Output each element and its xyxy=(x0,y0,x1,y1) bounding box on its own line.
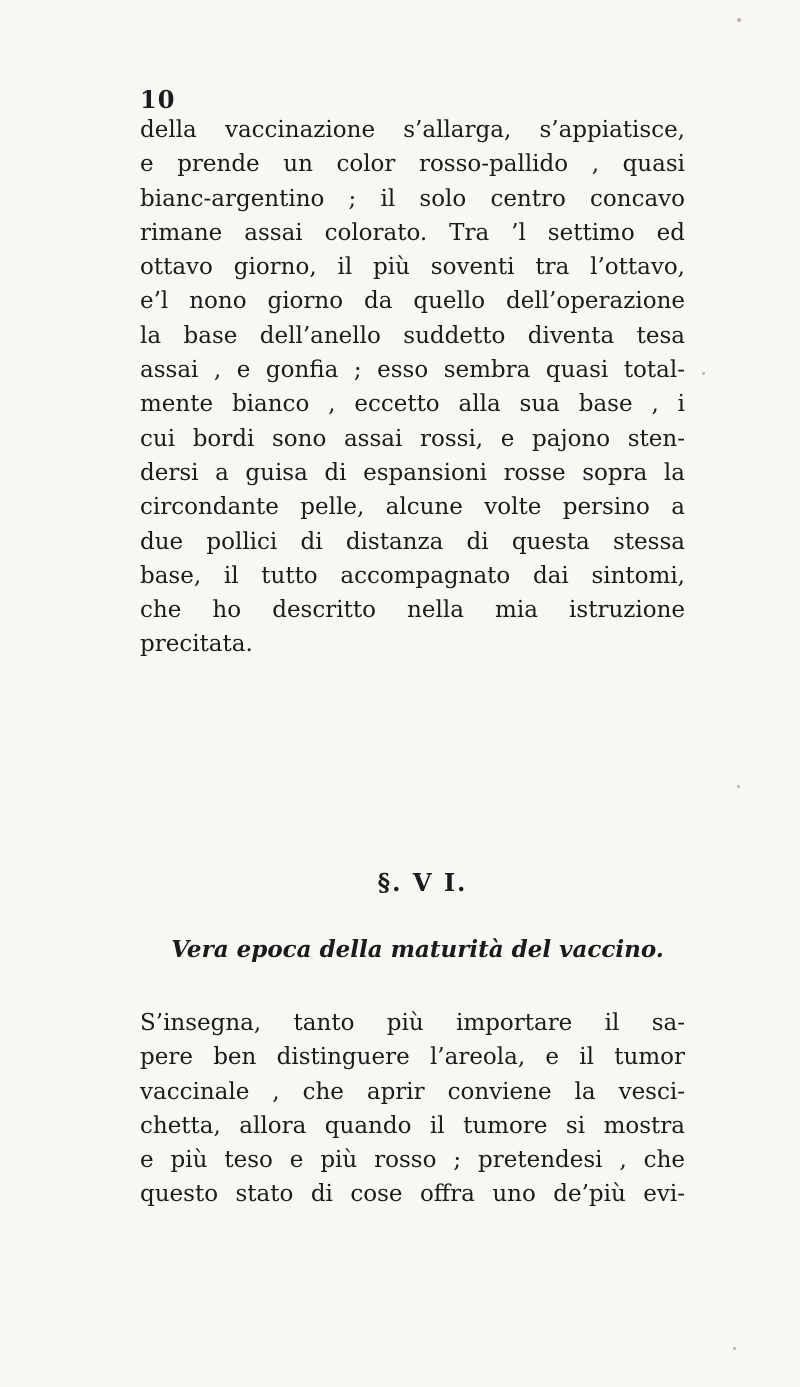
text-line: pere ben distinguere l’areola, e il tumor xyxy=(140,1044,685,1071)
text-line: circondante pelle, alcune volte persino a xyxy=(140,494,685,521)
text-line: bianc-argentino ; il solo centro concavo xyxy=(140,185,685,212)
text-line: rimane assai colorato. Tra ’l settimo ed xyxy=(140,219,685,246)
text-line: e’l nono giorno da quello dell’operazione xyxy=(140,288,685,315)
paper-speck xyxy=(733,1347,736,1350)
section-title: Vera epoca della maturità del vaccino. xyxy=(171,936,664,963)
text-line: ottavo giorno, il più soventi tra l’ottavo, xyxy=(140,254,685,281)
text-line: due pollici di distanza di questa stessa xyxy=(140,528,685,555)
paper-speck xyxy=(737,785,740,788)
text-line: dersi a guisa di espansioni rosse sopra la xyxy=(140,459,685,486)
page-number: 10 xyxy=(140,85,176,114)
text-line: e più teso e più rosso ; pretendesi , che xyxy=(140,1147,685,1174)
text-line: che ho descritto nella mia istruzione xyxy=(140,597,685,624)
text-line: questo stato di cose offra uno de’più evi- xyxy=(140,1181,685,1208)
page-text xyxy=(140,113,685,1208)
text-line: vaccinale , che aprir conviene la vesci- xyxy=(140,1078,685,1105)
text-line: della vaccinazione s’allarga, s’appiatisce, xyxy=(140,117,685,143)
text-line: e prende un color rosso-pallido , quasi xyxy=(140,151,685,178)
text-line: mente bianco , eccetto alla sua base , i xyxy=(140,391,685,418)
text-line: cui bordi sono assai rossi, e pajono sten- xyxy=(140,425,685,452)
text-line: base, il tutto accompagnato dai sintomi, xyxy=(140,562,685,589)
text-line: chetta, allora quando il tumore si mostra xyxy=(140,1112,685,1139)
text-line: la base dell’anello suddetto diventa tesa xyxy=(140,322,685,349)
text-line: S’insegna, tanto più importare il sa- xyxy=(140,1010,685,1036)
paragraph-2 xyxy=(140,1006,685,1212)
text-line: assai , e gonfia ; esso sembra quasi total- xyxy=(140,357,685,384)
paragraph-1 xyxy=(140,113,685,662)
paper-speck xyxy=(702,372,705,375)
text-line: precitata. xyxy=(140,631,253,658)
paper-speck xyxy=(737,18,741,22)
section-number: §. V I. xyxy=(377,868,468,897)
